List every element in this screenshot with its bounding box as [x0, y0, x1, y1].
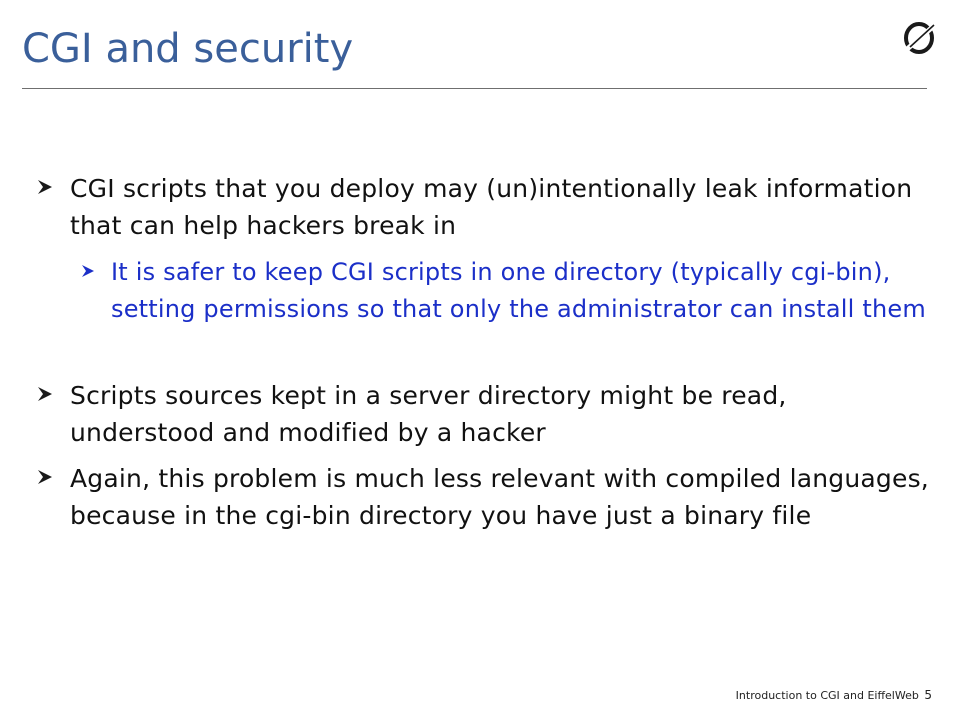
bullet-text: Scripts sources kept in a server directory might be read, understood and modified by a hacker — [70, 381, 787, 447]
sub-bullet-text: It is safer to keep CGI scripts in one directory (typically cgi-bin), setting permissions so that only the administrator can install them — [111, 258, 926, 323]
bullet-item — [36, 460, 936, 534]
bullet-item — [36, 170, 936, 244]
slide-title: CGI and security — [22, 26, 354, 72]
page-number: 5 — [924, 688, 932, 702]
footer-course-title: Introduction to CGI and EiffelWeb — [735, 689, 919, 702]
arrow-bullet-icon — [36, 468, 54, 486]
bullet-text: Again, this problem is much less relevant with compiled languages, because in the cgi-bin directory you have just a binary file — [70, 464, 929, 530]
sub-bullet-item — [81, 254, 941, 328]
arrow-bullet-icon — [81, 264, 95, 278]
arrow-bullet-icon — [36, 385, 54, 403]
slide-footer — [736, 686, 932, 705]
bullet-item — [36, 377, 936, 451]
arrow-bullet-icon — [36, 178, 54, 196]
bullet-text: CGI scripts that you deploy may (un)intentionally leak information that can help hackers break in — [70, 174, 913, 240]
